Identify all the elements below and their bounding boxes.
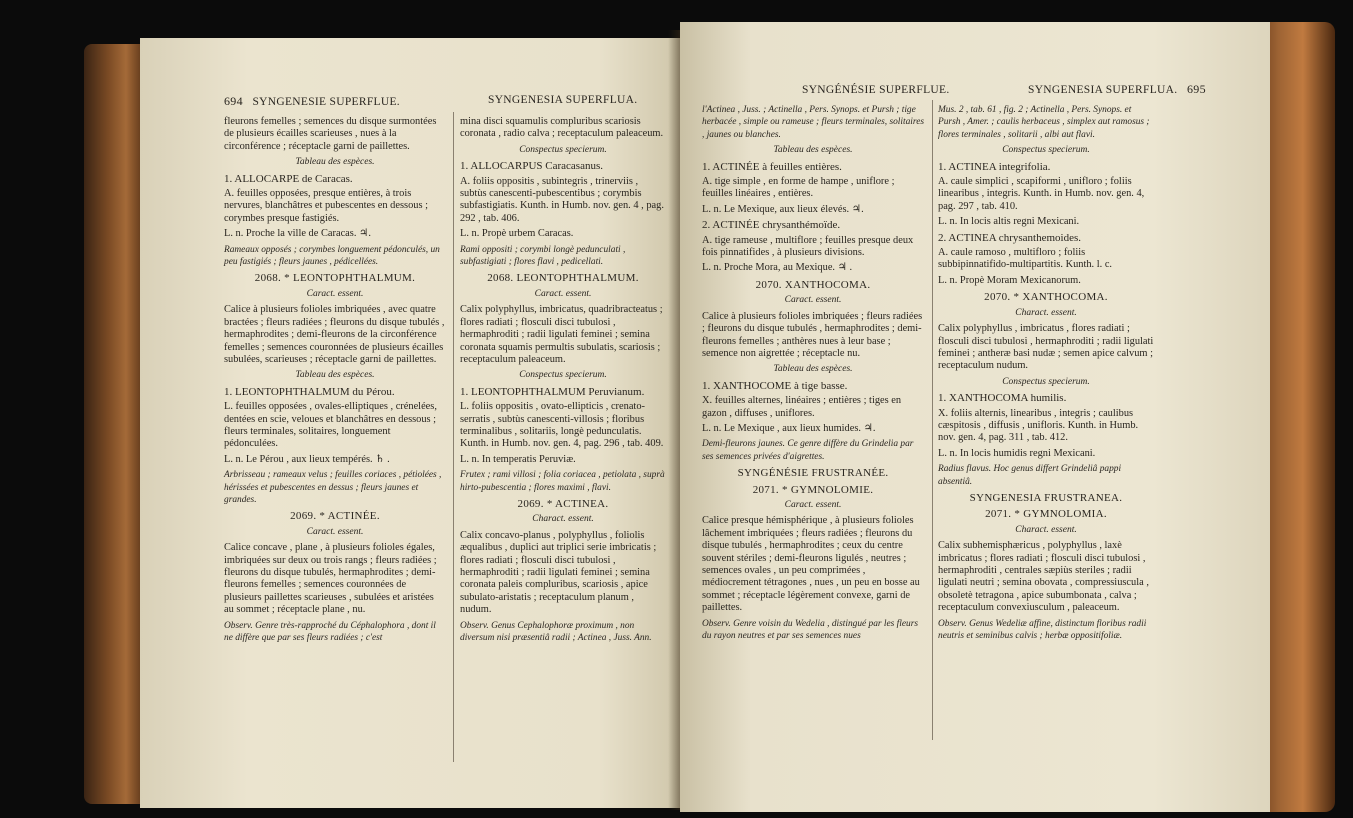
section-heading: SYNGÉNÉSIE FRUSTRANÉE.	[737, 467, 889, 480]
species-locality: L. n. Le Mexique , aux lieux humides. ♃.	[702, 422, 876, 434]
species-description: A. tige rameuse , multiflore ; feuilles presque deux fois pinnatifides , à plusieurs divisions.	[702, 234, 914, 259]
species-description: L. foliis oppositis , ovato-ellipticis , crenato-serratis , subtùs canescenti-villosis ; floribus terminalibus , solitariis, longè pedunculatis. Kunth. in Humb. nov. gen. 4, pag. 296 , tab. 409.	[460, 401, 664, 450]
observation: Observ. Genre très-rapproché du Céphalophora , dont il ne diffère que par ses fleurs radiées ; c'est	[224, 620, 436, 644]
genus-description: Calix polyphyllus , imbricatus , flores radiati ; flosculi disci tubulosi , hermaphroditi ; radii ligulati feminei ; antheræ basi nudæ ; semen apice calvum ; receptaculum nudum.	[938, 323, 1154, 372]
column-rule	[932, 100, 933, 740]
genus-heading: 2071. * GYMNOLOMIE.	[752, 483, 874, 496]
section-subtitle: Conspectus specierum.	[519, 144, 607, 155]
section-subtitle: Conspectus specierum.	[1002, 376, 1090, 387]
species-locality: L. n. Le Pérou , aux lieux tempérés. ♄ .	[224, 453, 390, 465]
running-head: SYNGENESIE SUPERFLUE.	[252, 96, 400, 108]
genus-heading: 2070. * XANTHOCOMA.	[984, 291, 1108, 304]
species-title: 1. XANTHOCOME à tige basse.	[702, 379, 848, 392]
left-page-latin-column	[460, 116, 666, 647]
species-locality: L. n. Propè urbem Caracas.	[460, 228, 574, 240]
genus-heading: 2071. * GYMNOLOMIA.	[985, 508, 1107, 521]
species-title: 1. LEONTOPHTHALMUM Peruvianum.	[460, 385, 645, 398]
section-subtitle: Charact. essent.	[1015, 524, 1077, 535]
genus-description: Calix concavo-planus , polyphyllus , foliolis æqualibus , duplici aut triplici serie imbricatis ; flores radiati ; flosculi disci tubulosi , hermaphroditi ; radii ligulati feminei ; semina coronata paleis compluribus, scariosis , apice subulato-aristatis ; receptaculum planum , nudum.	[460, 529, 657, 616]
section-subtitle: Caract. essent.	[306, 288, 364, 299]
section-subtitle: Tableau des espèces.	[295, 370, 375, 381]
genus-heading: 2069. * ACTINÉE.	[290, 510, 380, 523]
species-note: Frutex ; rami villosi ; folia coriacea , petiolata , suprà hirto-pubescentia ; flores maximi , flavi.	[460, 470, 665, 493]
species-locality: L. n. Proche la ville de Caracas. ♃.	[224, 228, 371, 240]
genus-description: Calice à plusieurs folioles imbriquées , avec quatre bractées ; fleurs radiées ; fleurons du disque tubulés , hermaphrodites ; demi-fleurons de la circonférence femelles ; semences couronnées de plusieurs écailles subulées, scarieuses ; réceptacle garni de paillettes.	[224, 304, 445, 365]
section-subtitle: Tableau des espèces.	[773, 145, 853, 156]
running-head-latin: SYNGENESIA SUPERFLUA.	[488, 94, 638, 106]
observation: Observ. Genus Wedeliæ affine, distinctum floribus radii neutris et seminibus calvis ; herbæ oppositifoliæ.	[938, 618, 1147, 642]
section-subtitle: Conspectus specierum.	[1002, 145, 1090, 156]
species-description: A. tige simple , en forme de hampe , uniflore ; feuilles linéaires , entières.	[702, 176, 895, 200]
species-locality: L. n. In temperatis Peruviæ.	[460, 453, 576, 465]
section-subtitle: Conspectus specierum.	[519, 370, 607, 381]
running-head-latin: SYNGENESIA SUPERFLUA.	[1028, 84, 1178, 96]
right-page	[680, 22, 1270, 812]
section-subtitle: Caract. essent.	[306, 526, 364, 537]
genus-heading: 2068. LEONTOPHTHALMUM.	[487, 272, 639, 285]
species-title: 1. ACTINÉE à feuilles entières.	[702, 160, 842, 173]
left-page	[140, 38, 680, 808]
species-title: 2. ACTINEA chrysanthemoides.	[938, 231, 1081, 244]
genus-heading: 2069. * ACTINEA.	[517, 497, 609, 510]
section-subtitle: Caract. essent.	[784, 499, 842, 510]
species-note: Radius flavus. Hoc genus differt Grindeliâ pappi absentiâ.	[938, 464, 1122, 487]
species-title: 1. ALLOCARPE de Caracas.	[224, 172, 353, 185]
section-subtitle: Caract. essent.	[784, 295, 842, 306]
column-rule	[453, 112, 454, 762]
right-page-latin-column	[938, 104, 1154, 645]
observation: Observ. Genus Cephalophoræ proximum , non diversum nisi præsentiâ radii ; Actinea , Juss. Ann.	[460, 620, 652, 644]
genus-description: Calice à plusieurs folioles imbriquées ; fleurs radiées ; fleurons du disque tubulés , hermaphrodites ; demi-fleurons femelles ; anthères nues à leur base ; semence non aigrettée ; réceptacle nu.	[702, 310, 923, 359]
observation: Observ. Genre voisin du Wedelia , distingué par les fleurs du rayon neutres et par ses semences nues	[702, 618, 919, 642]
species-note: Arbrisseau ; rameaux velus ; feuilles coriaces , pétiolées , hérissées et pubescentes en dessus ; fleurs jaunes et grandes.	[224, 470, 442, 505]
species-description: X. feuilles alternes, linéaires ; entières ; tiges en gazon , diffuses , uniflores.	[702, 395, 902, 419]
species-title: 1. XANTHOCOMA humilis.	[938, 392, 1067, 405]
genus-heading: 2070. XANTHOCOMA.	[755, 278, 871, 291]
section-subtitle: Tableau des espèces.	[295, 157, 375, 168]
species-note: Rameaux opposés ; corymbes longuement pédonculés, un peu fastigiés ; fleurs jaunes , pédicellées.	[224, 244, 440, 268]
page-number: 694	[224, 94, 243, 108]
species-locality: L. n. Propè Moram Mexicanorum.	[938, 274, 1081, 286]
left-page-french-column	[224, 116, 446, 647]
species-note: Demi-fleurons jaunes. Ce genre diffère du Grindelia par ses semences privées d'aigrettes.	[702, 439, 914, 462]
right-page-header	[1028, 82, 1206, 97]
section-subtitle: Tableau des espèces.	[773, 364, 853, 375]
species-title: 2. ACTINÉE chrysanthémoïde.	[702, 219, 841, 232]
section-subtitle: Charact. essent.	[532, 514, 594, 525]
paragraph: Mus. 2 , tab. 61 , fig. 2 ; Actinella , Pers. Synops. et Pursh , Amer. ; caulis herbaceus , simplex aut ramosus ; flores terminales , solitarii , albi aut flavi.	[938, 105, 1150, 140]
running-head: SYNGÉNÉSIE SUPERFLUE.	[802, 84, 950, 96]
genus-description: Calice concave , plane , à plusieurs folioles égales, imbriquées sur deux ou trois rangs ; fleurs radiées ; fleurons du disque tubulés, hermaphrodites ; demi-fleurons femelles ; semences couronnées de plusieurs paillettes scarieuses , subulées et aristées au sommet ; réceptacle plane , nu.	[224, 542, 437, 616]
genus-description: Calix subhemisphæricus , polyphyllus , laxè imbricatus ; flores radiati ; flosculi disci tubulosi , hermaphroditi , centrales sæpiùs steriles ; radii ligulati neutri ; semina obovata , compressiuscula , obsoletè tetragona , apice subumbonata , calva ; receptaculum convexiusculum , paleaceum.	[938, 540, 1149, 614]
species-description: A. foliis oppositis , subintegris , trinerviis , subtùs canescenti-pubescentibus ; corymbis subfastigiatis. Kunth. in Humb. nov. gen. 4 , pag. 292 , tab. 406.	[460, 175, 664, 224]
species-description: L. feuilles opposées , ovales-elliptiques , crénelées, dentées en scie, veloues et blanchâtres en dessous ; fleurs terminales, solitaires, longuement pédonculées.	[224, 401, 437, 450]
species-locality: L. n. In locis altis regni Mexicani.	[938, 216, 1080, 228]
species-note: Rami oppositi ; corymbi longè pedunculati , subfastigiati ; flores flavi , pedicellati.	[460, 244, 626, 268]
paragraph: fleurons femelles ; semences du disque surmontées de plusieurs écailles scarieuses , nues à la circonférence ; réceptacle garni de paillettes.	[224, 116, 437, 152]
species-title: 1. LEONTOPHTHALMUM du Pérou.	[224, 385, 395, 398]
book-edge-left	[84, 44, 144, 804]
left-page-header	[224, 94, 400, 109]
species-description: X. foliis alternis, linearibus , integris ; caulibus cæspitosis , diffusis , unifloris. Kunth. in Humb. nov. gen. 4, pag. 311 , tab. 412.	[938, 407, 1139, 444]
species-locality: L. n. In locis humidis regni Mexicani.	[938, 447, 1096, 459]
genus-heading: 2068. * LEONTOPHTHALMUM.	[254, 272, 416, 285]
species-title: 1. ACTINEA integrifolia.	[938, 160, 1051, 173]
section-heading: SYNGENESIA FRUSTRANEA.	[969, 491, 1123, 504]
species-description: A. caule ramoso , multifloro ; foliis subbipinnatifido-multipartitis. Kunth. l. c.	[938, 247, 1113, 271]
species-locality: L. n. Proche Mora, au Mexique. ♃ .	[702, 262, 853, 274]
page-number: 695	[1186, 82, 1206, 96]
section-subtitle: Caract. essent.	[534, 288, 592, 299]
species-description: A. feuilles opposées, presque entières, à trois nervures, blanchâtres et pubescentes en dessous ; corymbes presque fastigiés.	[224, 188, 428, 224]
genus-description: Calice presque hémisphérique , à plusieurs folioles lâchement imbriquées ; fleurs radiées ; fleurons du disque tubulés , hermaphrodites ; ceux du centre souvent stériles ; demi-fleurons ligulés , neutres ; semences ovales , un peu comprimées , médiocrement tétragones , nues , un peu en bosse au sommet ; réceptacle légèrement convexe, garni de paillettes.	[702, 515, 920, 614]
species-title: 1. ALLOCARPUS Caracasanus.	[460, 160, 603, 173]
genus-description: Calix polyphyllus, imbricatus, quadribracteatus ; flores radiati ; flosculi disci tubulosi , hermaphroditi ; radii ligulati feminei ; semina coronata squamis permultis subulatis, scariosis ; receptaculum paleaceum.	[460, 304, 663, 365]
paragraph: mina disci squamulis compluribus scariosis coronata , radio calva ; receptaculum paleaceum.	[460, 116, 664, 140]
right-page-french-column	[702, 104, 924, 645]
paragraph: l'Actinea , Juss. ; Actinella , Pers. Synops. et Pursh ; tige herbacée , simple ou rameuse ; fleurs terminales, solitaires , jaunes ou blanches.	[702, 105, 925, 140]
species-locality: L. n. Le Mexique, aux lieux élevés. ♃.	[702, 203, 864, 215]
species-description: A. caule simplici , scapiformi , unifloro ; foliis linearibus , integris. Kunth. in Humb. nov. gen. 4, pag. 297 , tab. 410.	[938, 176, 1145, 212]
section-subtitle: Charact. essent.	[1015, 307, 1077, 318]
